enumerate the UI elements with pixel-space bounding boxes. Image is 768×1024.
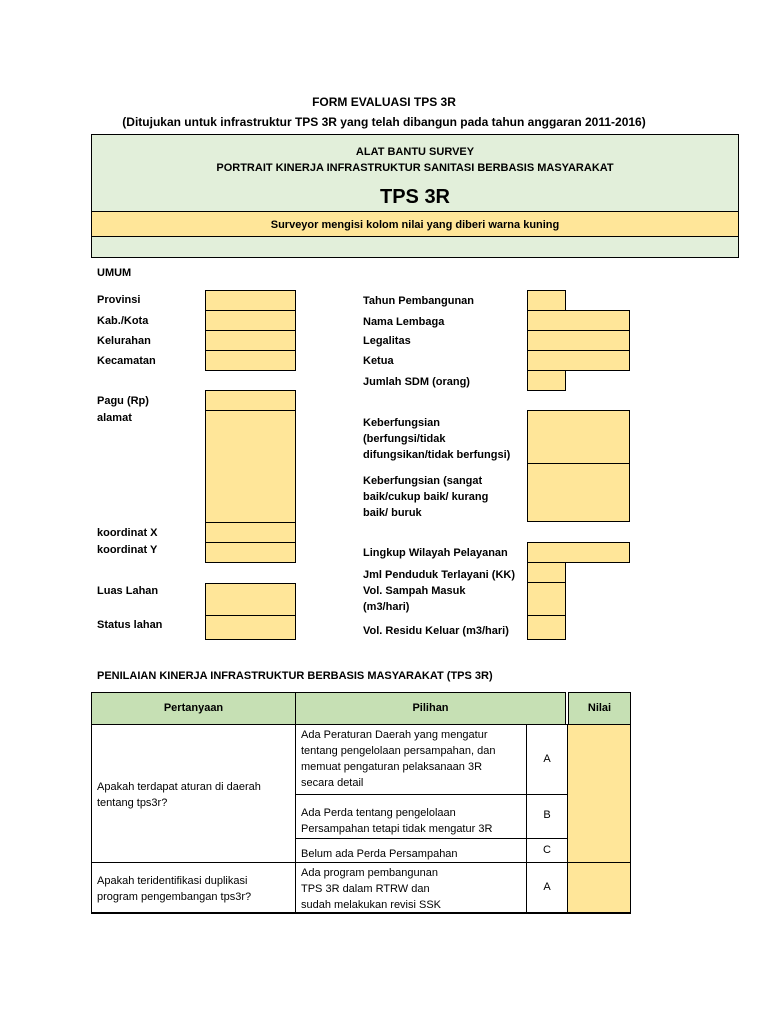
input-alamat[interactable]: [205, 410, 296, 523]
input-status-lahan[interactable]: [205, 615, 296, 640]
input-kab-kota[interactable]: [205, 310, 296, 331]
q2-text-line1: Apakah teridentifikasi duplikasi: [97, 875, 248, 887]
input-vol-sampah[interactable]: [527, 582, 566, 616]
q1-nilai-input[interactable]: [567, 724, 631, 863]
q1-option-b-code: B: [543, 809, 551, 821]
q2-option-a-line2: TPS 3R dalam RTRW dan: [301, 883, 430, 895]
input-kelurahan[interactable]: [205, 330, 296, 351]
banner-line1: ALAT BANTU SURVEY: [355, 146, 475, 158]
header-pertanyaan: Pertanyaan: [163, 702, 224, 714]
q1-text-line2: tentang tps3r?: [97, 797, 168, 809]
label-keberfungsian-1c: difungsikan/tidak berfungsi): [363, 449, 511, 461]
q1-option-c-code: C: [543, 844, 551, 856]
q2-option-a-line3: sudah melakukan revisi SSK: [301, 899, 442, 911]
input-koordinat-x[interactable]: [205, 522, 296, 543]
q1-option-b-line2: Persampahan tetapi tidak mengatur 3R: [301, 823, 493, 835]
label-koordinat-x: koordinat X: [97, 527, 158, 539]
label-nama-lembaga: Nama Lembaga: [363, 316, 445, 328]
label-vol-sampah-b: (m3/hari): [363, 601, 410, 613]
banner-big-title: TPS 3R: [379, 186, 451, 208]
input-lingkup-wilayah[interactable]: [527, 542, 630, 563]
label-provinsi: Provinsi: [97, 294, 141, 306]
label-keberfungsian-1b: (berfungsi/tidak: [363, 433, 446, 445]
input-tahun-pembangunan[interactable]: [527, 290, 566, 311]
q1-option-a-line1: Ada Peraturan Daerah yang mengatur: [301, 729, 488, 741]
input-nama-lembaga[interactable]: [527, 310, 630, 331]
q1-option-a-code: A: [543, 753, 551, 765]
input-keberfungsian-2[interactable]: [527, 463, 630, 522]
input-jml-penduduk[interactable]: [527, 562, 566, 583]
label-tahun-pembangunan: Tahun Pembangunan: [363, 295, 475, 307]
label-kelurahan: Kelurahan: [97, 335, 151, 347]
instruction-text: Surveyor mengisi kolom nilai yang diberi warna kuning: [270, 219, 560, 231]
input-kecamatan[interactable]: [205, 350, 296, 371]
label-koordinat-y: koordinat Y: [97, 544, 158, 556]
input-legalitas[interactable]: [527, 330, 630, 351]
q1-option-a-line4: secara detail: [301, 777, 364, 789]
label-luas-lahan: Luas Lahan: [97, 585, 159, 597]
label-kecamatan: Kecamatan: [97, 355, 156, 367]
label-keberfungsian-1a: Keberfungsian: [363, 417, 441, 429]
header-nilai: Nilai: [587, 702, 612, 714]
input-koordinat-y[interactable]: [205, 542, 296, 563]
q1-option-a-line3: memuat pengaturan pelaksanaan 3R: [301, 761, 483, 773]
input-jumlah-sdm[interactable]: [527, 370, 566, 391]
q2-option-a-line1: Ada program pembangunan: [301, 867, 438, 879]
q1-option-a-line2: tentang pengelolaan persampahan, dan: [301, 745, 496, 757]
header-pilihan: Pilihan: [412, 702, 449, 714]
form-subtitle: (Ditujukan untuk infrastruktur TPS 3R yang telah dibangun pada tahun anggaran 2011-2016): [122, 115, 646, 129]
label-status-lahan: Status lahan: [97, 619, 163, 631]
label-keberfungsian-2a: Keberfungsian (sangat: [363, 475, 483, 487]
input-luas-lahan[interactable]: [205, 583, 296, 616]
label-vol-sampah-a: Vol. Sampah Masuk: [363, 585, 466, 597]
banner-line2: PORTRAIT KINERJA INFRASTRUKTUR SANITASI BERBASIS MASYARAKAT: [216, 162, 614, 174]
label-ketua: Ketua: [363, 355, 394, 367]
label-legalitas: Legalitas: [363, 335, 411, 347]
q1-option-c-line1: Belum ada Perda Persampahan: [301, 848, 458, 860]
penilaian-heading: PENILAIAN KINERJA INFRASTRUKTUR BERBASIS MASYARAKAT (TPS 3R): [97, 670, 493, 682]
q2-nilai-input[interactable]: [567, 862, 631, 914]
label-keberfungsian-2b: baik/cukup baik/ kurang: [363, 491, 489, 503]
q2-question-cell: [91, 862, 296, 914]
q2-option-a-code: A: [543, 881, 551, 893]
banner-blank-row: [91, 236, 739, 258]
label-pagu: Pagu (Rp): [97, 395, 149, 407]
input-pagu[interactable]: [205, 390, 296, 411]
label-lingkup-wilayah: Lingkup Wilayah Pelayanan: [363, 547, 508, 559]
input-vol-residu[interactable]: [527, 615, 566, 640]
q1-option-b-line1: Ada Perda tentang pengelolaan: [301, 807, 456, 819]
input-keberfungsian-1[interactable]: [527, 410, 630, 464]
q1-text-line1: Apakah terdapat aturan di daerah: [97, 781, 261, 793]
umum-heading: UMUM: [97, 267, 132, 279]
label-vol-residu: Vol. Residu Keluar (m3/hari): [363, 625, 509, 637]
label-alamat: alamat: [97, 412, 132, 424]
input-ketua[interactable]: [527, 350, 630, 371]
label-jml-penduduk: Jml Penduduk Terlayani (KK): [363, 569, 515, 581]
form-title: FORM EVALUASI TPS 3R: [312, 95, 456, 109]
label-jumlah-sdm: Jumlah SDM (orang): [363, 376, 470, 388]
label-kab-kota: Kab./Kota: [97, 315, 149, 327]
input-provinsi[interactable]: [205, 290, 296, 311]
label-keberfungsian-2c: baik/ buruk: [363, 507, 422, 519]
q2-text-line2: program pengembangan tps3r?: [97, 891, 252, 903]
